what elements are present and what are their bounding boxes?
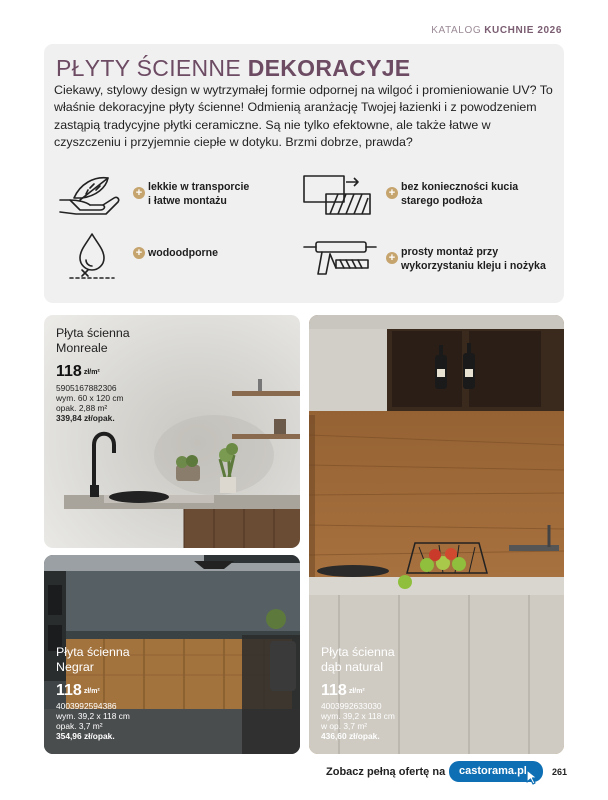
product-pack: opak. 2,88 m² bbox=[56, 403, 108, 413]
product-name-line: dąb natural bbox=[321, 660, 384, 674]
panel-install-icon bbox=[302, 172, 374, 218]
price-value: 118 bbox=[56, 682, 82, 699]
catalog-header bbox=[431, 25, 562, 36]
water-drop-icon bbox=[66, 230, 118, 282]
product-card-monreale[interactable] bbox=[44, 315, 300, 548]
plus-icon: + bbox=[133, 247, 145, 259]
plus-icon: + bbox=[386, 187, 398, 199]
cursor-arrow-icon bbox=[526, 769, 540, 785]
product-name bbox=[56, 326, 130, 356]
product-card-negrar[interactable] bbox=[44, 555, 300, 754]
feature-line: wykorzystaniu kleju i nożyka bbox=[401, 259, 546, 272]
product-name-line: Płyta ścienna bbox=[56, 326, 130, 340]
feature-label bbox=[148, 181, 249, 208]
feature-label bbox=[401, 246, 546, 273]
product-code: 5905167882306 bbox=[56, 383, 117, 393]
product-name-line: Monreale bbox=[56, 341, 108, 355]
castorama-link[interactable]: castorama.pl bbox=[449, 761, 543, 782]
feature-line: starego podłoża bbox=[401, 194, 483, 207]
product-name bbox=[321, 645, 395, 675]
product-name-line: Płyta ścienna bbox=[56, 645, 130, 659]
page-number: 261 bbox=[552, 767, 568, 777]
product-pack: w op. 3,7 m² bbox=[321, 721, 368, 731]
product-specs bbox=[56, 383, 124, 423]
feather-hand-icon bbox=[56, 170, 124, 218]
product-price bbox=[56, 682, 100, 700]
feature-label bbox=[401, 181, 518, 208]
feature-line: lekkie w transporcie bbox=[148, 181, 250, 193]
product-specs bbox=[321, 701, 395, 741]
price-unit: zł/m² bbox=[83, 688, 100, 695]
title-regular: PŁYTY ŚCIENNE bbox=[56, 55, 241, 81]
product-name-line: Negrar bbox=[56, 660, 94, 674]
catalog-section: KUCHNIE 2026 bbox=[484, 25, 562, 36]
plus-icon: + bbox=[386, 252, 398, 264]
price-unit: zł/m² bbox=[348, 688, 365, 695]
catalog-label: KATALOG bbox=[431, 25, 482, 36]
product-name bbox=[56, 645, 130, 675]
page-title bbox=[56, 55, 410, 82]
product-dims: wym. 39,2 x 118 cm bbox=[56, 711, 130, 721]
plus-icon: + bbox=[133, 187, 145, 199]
title-bold: DEKORACYJE bbox=[247, 55, 411, 81]
product-dims: wym. 60 x 120 cm bbox=[56, 393, 124, 403]
caulk-gun-icon bbox=[302, 238, 378, 278]
product-pack: opak. 3,7 m² bbox=[56, 721, 103, 731]
product-name-line: Płyta ścienna bbox=[321, 645, 395, 659]
product-price bbox=[321, 682, 365, 700]
feature-line: wodoodporne bbox=[148, 247, 219, 259]
feature-line: i łatwe montażu bbox=[148, 194, 227, 207]
product-pack-price: 354,96 zł/opak. bbox=[56, 731, 115, 741]
footer-text: Zobacz pełną ofertę na bbox=[326, 766, 446, 778]
product-pack-price: 339,84 zł/opak. bbox=[56, 413, 115, 423]
product-dims: wym. 39,2 x 118 cm bbox=[321, 711, 395, 721]
price-value: 118 bbox=[56, 363, 82, 380]
product-pack-price: 436,60 zł/opak. bbox=[321, 731, 380, 741]
price-unit: zł/m² bbox=[83, 369, 100, 376]
feature-line: bez konieczności kucia bbox=[401, 181, 519, 193]
product-code: 4003992633030 bbox=[321, 701, 382, 711]
product-code: 4003992594386 bbox=[56, 701, 117, 711]
intro-panel bbox=[44, 44, 564, 303]
product-price bbox=[56, 363, 100, 381]
product-card-dab-natural[interactable] bbox=[309, 315, 564, 754]
feature-line: prosty montaż przy bbox=[401, 246, 499, 258]
product-specs bbox=[56, 701, 130, 741]
feature-label bbox=[148, 247, 218, 261]
price-value: 118 bbox=[321, 682, 347, 699]
intro-text: Ciekawy, stylowy design w wytrzymałej formie odpornej na wilgoć i promieniowanie UV? To właśnie dekoracyjne płyty ścienne! Odmienią aranżację Twojej łazienki i z powodzeniem zastąpią tradycyjne płytki ceramiczne. Są nie tylko efektowne, ale także łatwe w czyszczeniu i przyjemnie ciepłe w dotyku. Brzmi dobrze, prawda? bbox=[54, 83, 553, 150]
